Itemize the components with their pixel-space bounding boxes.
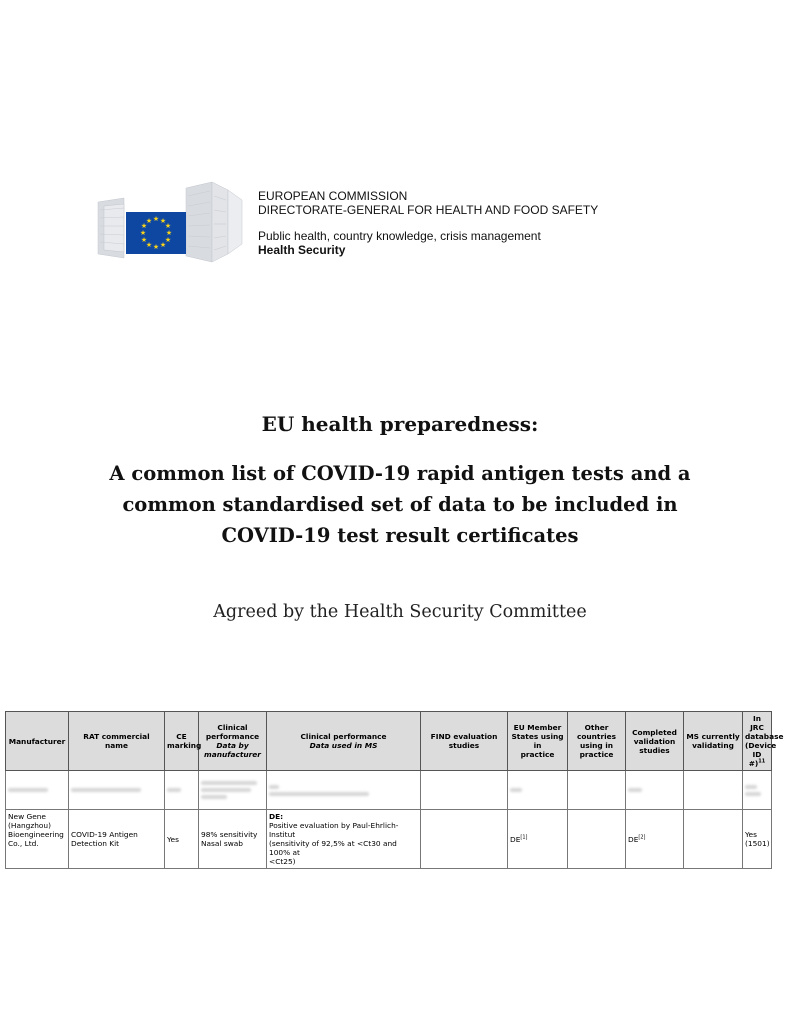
sub-unit-name: Health Security	[258, 243, 346, 257]
table-row	[6, 810, 772, 869]
column-header-find: FIND evaluation studies	[421, 712, 508, 771]
cell-ce-marking: Yes	[165, 810, 199, 869]
cell-manufacturer: New Gene (Hangzhou) Bioengineering Co., Ltd.	[6, 810, 69, 869]
svg-text:★: ★	[140, 222, 148, 230]
svg-text:★: ★	[145, 241, 153, 249]
redacted-cell	[6, 771, 69, 810]
svg-text:★: ★	[165, 229, 173, 237]
svg-text:★: ★	[159, 217, 167, 225]
redacted-cell	[568, 771, 626, 810]
title-line: A common list of COVID-19 rapid antigen tests and a	[109, 462, 691, 485]
column-header-manufacturer: Manufacturer	[6, 712, 69, 771]
svg-text:★: ★	[159, 241, 167, 249]
column-header-clinical-performance-manufacturer: Clinical performance Data by manufacturer	[199, 712, 267, 771]
cell-jrc-database: Yes (1501)	[743, 810, 772, 869]
svg-text:★: ★	[164, 236, 172, 244]
column-header-clinical-performance-ms: Clinical performance Data used in MS	[267, 712, 421, 771]
svg-text:★: ★	[139, 229, 147, 237]
svg-text:★: ★	[140, 236, 148, 244]
document-title	[0, 458, 800, 551]
document-heading: EU health preparedness:	[261, 412, 539, 436]
redacted-cell	[69, 771, 165, 810]
column-header-ce-marking: CE marking	[165, 712, 199, 771]
redacted-cell	[199, 771, 267, 810]
cell-find	[421, 810, 508, 869]
table-row-redacted	[6, 771, 772, 810]
svg-text:★: ★	[152, 215, 160, 223]
svg-text:★: ★	[164, 222, 172, 230]
footnote-link[interactable]: [2]	[638, 834, 646, 841]
organisation-header	[258, 189, 598, 257]
redacted-cell	[684, 771, 743, 810]
cell-clinical-performance-ms: DE: Positive evaluation by Paul-Ehrlich-Institut (sensitivity of 92,5% at <Ct30 and 100% at <Ct25)	[267, 810, 421, 869]
cell-completed-validation: DE[2]	[626, 810, 684, 869]
rapid-antigen-test-table	[5, 711, 784, 869]
redacted-cell	[626, 771, 684, 810]
cell-eu-member-states: DE[1]	[508, 810, 568, 869]
redacted-cell	[743, 771, 772, 810]
column-header-jrc-database: In JRC database (Device ID #)$^{11}$	[743, 712, 772, 771]
directorate-name: DIRECTORATE-GENERAL FOR HEALTH AND FOOD SAFETY	[258, 203, 599, 217]
cell-clinical-performance-manufacturer: 98% sensitivity Nasal swab	[199, 810, 267, 869]
redacted-cell	[165, 771, 199, 810]
svg-text:★: ★	[152, 243, 160, 251]
cell-ms-validating	[684, 810, 743, 869]
column-header-ms-validating: MS currently validating	[684, 712, 743, 771]
cell-other-countries	[568, 810, 626, 869]
title-line: COVID-19 test result certificates	[221, 524, 579, 547]
redacted-cell	[421, 771, 508, 810]
column-header-eu-member-states: EU Member States using in practice	[508, 712, 568, 771]
redacted-cell	[267, 771, 421, 810]
european-commission-logo	[96, 180, 246, 264]
footnote-link[interactable]: [1]	[520, 834, 528, 841]
column-header-rat-name: RAT commercial name	[69, 712, 165, 771]
document-subtitle: Agreed by the Health Security Committee	[213, 602, 587, 622]
svg-text:★: ★	[145, 217, 153, 225]
title-line: common standardised set of data to be included in	[122, 493, 678, 516]
redacted-cell	[508, 771, 568, 810]
cell-rat-name: COVID-19 Antigen Detection Kit	[69, 810, 165, 869]
org-name: EUROPEAN COMMISSION	[258, 189, 408, 203]
table-header-row	[6, 712, 772, 771]
column-header-other-countries: Other countries using in practice	[568, 712, 626, 771]
column-header-completed-validation: Completed validation studies	[626, 712, 684, 771]
unit-name: Public health, country knowledge, crisis management	[258, 229, 541, 243]
